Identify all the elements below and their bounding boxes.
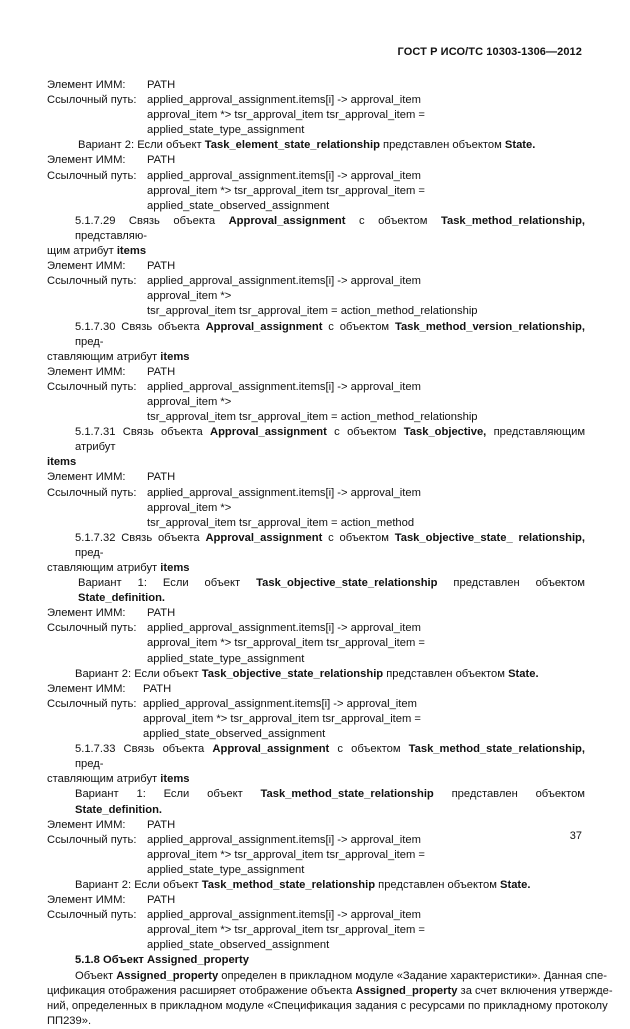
element-label: Элемент ИММ: — [47, 471, 126, 484]
element-value: PATH — [147, 154, 176, 167]
ref-path-line: tsr_approval_item tsr_approval_item = action_method — [147, 516, 415, 529]
ref-path-line: applied_approval_assignment.items[i] -> approval_item — [147, 833, 421, 846]
ref-label: Ссылочный путь: — [47, 486, 137, 499]
element-value: PATH — [147, 607, 176, 620]
page-content — [47, 78, 613, 1029]
element-row — [47, 606, 585, 621]
element-row — [47, 682, 585, 697]
ref-path-line: applied_state_type_assignment — [147, 652, 305, 665]
ref-path-line: approval_item *> — [147, 395, 232, 408]
element-value: PATH — [143, 682, 172, 695]
element-row — [47, 259, 585, 274]
ref-label: Ссылочный путь: — [47, 697, 137, 710]
ref-path-line: applied_state_observed_assignment — [147, 939, 330, 952]
element-label: Элемент ИММ: — [47, 260, 126, 273]
element-row — [47, 470, 585, 485]
paragraph-line: цификация отображения расширяет отображение объекта Assigned_property за счет включения утвержде- — [47, 984, 613, 997]
element-label: Элемент ИММ: — [47, 79, 126, 91]
section-heading-29-cont: щим атрибут items — [47, 245, 147, 258]
element-label: Элемент ИММ: — [47, 682, 126, 695]
element-label: Элемент ИММ: — [47, 894, 126, 907]
paragraph-line: ний, определенных в прикладном модуле «Спецификация задания с ресурсами по прикладному протоколу — [47, 999, 608, 1012]
ref-path-line: applied_approval_assignment.items[i] -> approval_item — [147, 169, 421, 182]
ref-path-line: applied_state_type_assignment — [147, 863, 305, 876]
variant-line: Вариант 2: Если объект Task_objective_state_relationship представлен объектом State. — [75, 667, 539, 680]
section-heading-30: 5.1.7.30 Связь объекта Approval_assignment с объектом Task_method_version_relationship, пред- — [75, 320, 585, 348]
section-heading-29: 5.1.7.29 Связь объекта Approval_assignment с объектом Task_method_relationship, представляю- — [75, 214, 586, 242]
element-label: Элемент ИММ: — [47, 818, 126, 831]
ref-row — [47, 93, 585, 108]
ref-row — [47, 833, 585, 848]
ref-path-line: applied_state_type_assignment — [147, 124, 305, 137]
ref-path-line: applied_approval_assignment.items[i] -> approval_item — [147, 380, 421, 393]
page-number: 37 — [569, 830, 582, 842]
ref-path-line: tsr_approval_item tsr_approval_item = action_method_relationship — [147, 411, 478, 424]
ref-path-line: applied_approval_assignment.items[i] -> approval_item — [147, 275, 421, 288]
ref-path-line: applied_approval_assignment.items[i] -> approval_item — [147, 94, 421, 107]
ref-label: Ссылочный путь: — [47, 833, 137, 846]
variant-line: Вариант 2: Если объект Task_method_state_relationship представлен объектом State. — [75, 878, 531, 891]
ref-row — [47, 274, 585, 289]
variant-line: Вариант 1: Если объект Task_method_state_relationship представлен объектом State_definition. — [75, 788, 585, 816]
ref-path-line: approval_item *> tsr_approval_item tsr_approval_item = — [147, 637, 425, 650]
element-row — [47, 153, 585, 168]
element-value: PATH — [147, 894, 176, 907]
element-label: Элемент ИММ: — [47, 154, 126, 167]
element-value: PATH — [147, 818, 176, 831]
ref-path-line: approval_item *> tsr_approval_item tsr_approval_item = — [147, 184, 425, 197]
element-value: PATH — [147, 79, 176, 91]
ref-path-line: approval_item *> tsr_approval_item tsr_approval_item = — [147, 924, 425, 937]
element-label: Элемент ИММ: — [47, 365, 126, 378]
ref-path-line: applied_approval_assignment.items[i] -> approval_item — [147, 622, 421, 635]
ref-path-line: approval_item *> — [147, 501, 232, 514]
element-row — [47, 78, 585, 93]
ref-label: Ссылочный путь: — [47, 622, 137, 635]
element-value: PATH — [147, 471, 176, 484]
ref-row — [47, 908, 585, 923]
ref-row — [47, 697, 585, 712]
ref-path-line: applied_state_observed_assignment — [143, 728, 326, 741]
ref-path-line: approval_item *> — [147, 290, 232, 303]
section-heading-32-cont: ставляющим атрибут items — [47, 562, 190, 574]
ref-row — [47, 486, 585, 501]
ref-row — [47, 621, 585, 636]
ref-path-line: applied_approval_assignment.items[i] -> approval_item — [147, 909, 421, 922]
element-row — [47, 818, 585, 833]
variant-line: Вариант 1: Если объект Task_objective_state_relationship представлен объектом State_definition. — [78, 577, 585, 605]
ref-label: Ссылочный путь: — [47, 275, 137, 288]
ref-label: Ссылочный путь: — [47, 909, 137, 922]
element-label: Элемент ИММ: — [47, 607, 126, 620]
section-heading-31: 5.1.7.31 Связь объекта Approval_assignment с объектом Task_objective, представляющим атрибут — [75, 426, 586, 454]
ref-path-line: approval_item *> tsr_approval_item tsr_approval_item = — [143, 712, 421, 725]
section-heading-5-1-8: 5.1.8 Объект Assigned_property — [75, 954, 249, 967]
section-heading-32: 5.1.7.32 Связь объекта Approval_assignment с объектом Task_objective_state_ relationship, пред- — [75, 531, 585, 559]
ref-path-line: applied_approval_assignment.items[i] -> approval_item — [143, 697, 417, 710]
ref-row — [47, 380, 585, 395]
section-heading-31-cont: items — [47, 456, 77, 469]
ref-row — [47, 169, 585, 184]
variant-line: Вариант 2: Если объект Task_element_state_relationship представлен объектом State. — [78, 139, 536, 152]
ref-path-line: applied_approval_assignment.items[i] -> approval_item — [147, 486, 421, 499]
section-heading-33-cont: ставляющим атрибут items — [47, 773, 190, 786]
ref-path-line: tsr_approval_item tsr_approval_item = action_method_relationship — [147, 305, 478, 318]
paragraph-line: Объект Assigned_property определен в прикладном модуле «Задание характеристики». Данная спе- — [75, 969, 607, 982]
ref-path-line: approval_item *> tsr_approval_item tsr_approval_item = — [147, 109, 425, 122]
element-value: PATH — [147, 260, 176, 273]
ref-label: Ссылочный путь: — [47, 169, 137, 182]
paragraph-line: ПП239». — [47, 1014, 92, 1027]
section-heading-33: 5.1.7.33 Связь объекта Approval_assignment с объектом Task_method_state_relationship, пред- — [75, 743, 586, 771]
element-value: PATH — [147, 365, 176, 378]
page-header: ГОСТ Р ИСО/ТС 10303-1306—2012 — [397, 46, 582, 58]
element-row — [47, 893, 585, 908]
element-row — [47, 365, 585, 380]
ref-label: Ссылочный путь: — [47, 94, 137, 107]
ref-path-line: approval_item *> tsr_approval_item tsr_approval_item = — [147, 848, 425, 861]
ref-path-line: applied_state_observed_assignment — [147, 199, 330, 212]
section-heading-30-cont: ставляющим атрибут items — [47, 350, 190, 363]
ref-label: Ссылочный путь: — [47, 380, 137, 393]
